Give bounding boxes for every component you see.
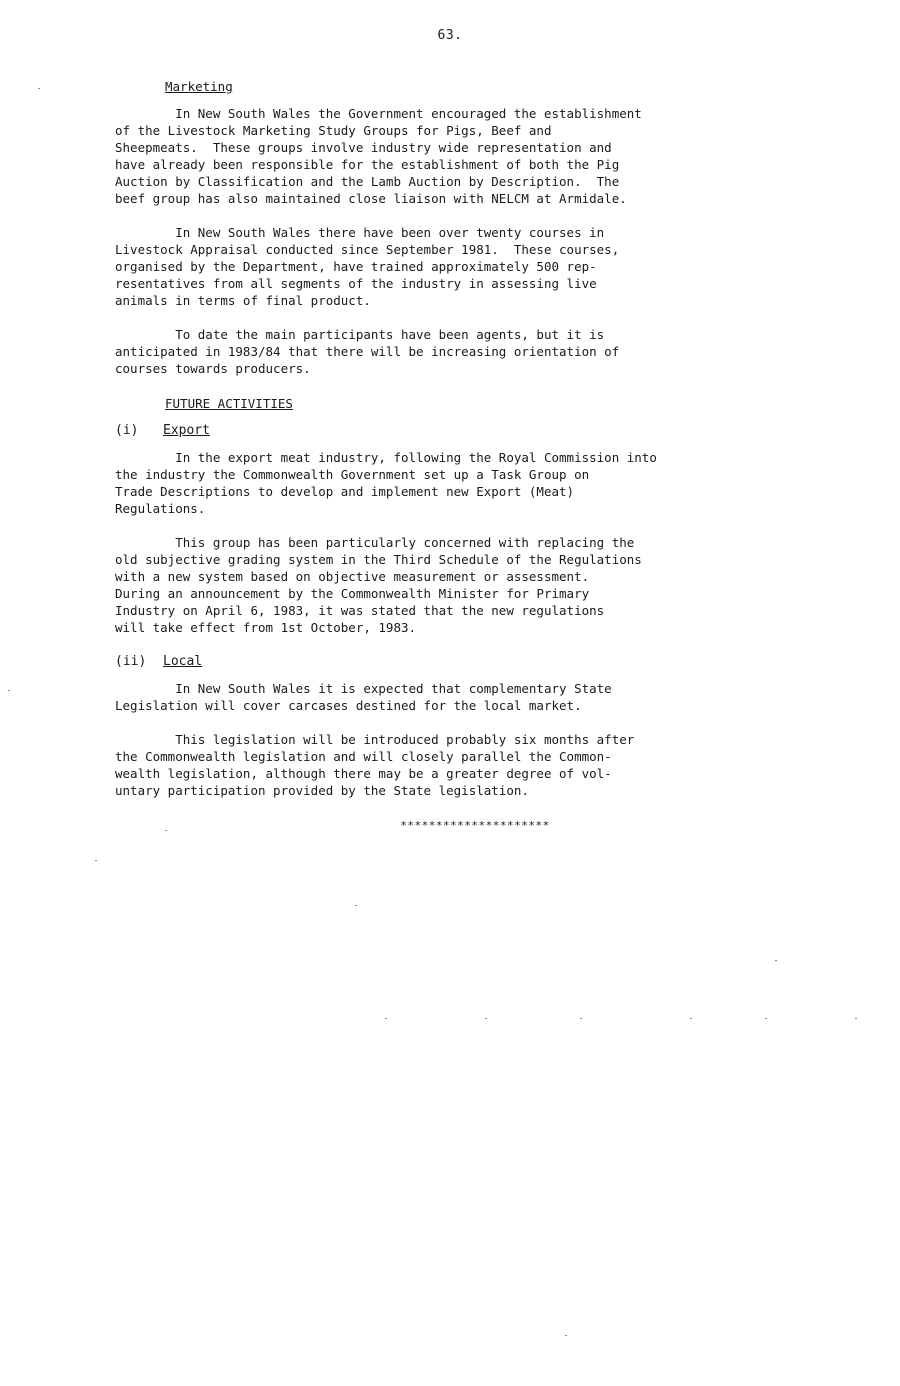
export-label: Export [163, 423, 210, 438]
end-marker: ********************* [400, 819, 550, 832]
scan-speck [775, 960, 777, 961]
scan-speck [95, 860, 97, 861]
export-numeral: (i) [115, 423, 139, 438]
local-paragraph-1: In New South Wales it is expected that complementary State Legislation will cover carcases destined for the local market. [115, 681, 612, 713]
scan-speck [690, 1018, 692, 1019]
scan-speck [485, 1018, 487, 1019]
marketing-paragraph-3: To date the main participants have been agents, but it is anticipated in 1983/84 that there will be increasing orientation of courses towards producers. [115, 327, 620, 376]
marketing-heading: Marketing [165, 79, 233, 94]
page-number: 63. [437, 28, 463, 43]
page-body [115, 78, 815, 832]
scan-speck [855, 1018, 857, 1019]
scan-speck [765, 1018, 767, 1019]
marketing-paragraph-1: In New South Wales the Government encouraged the establishment of the Livestock Marketing Study Groups for Pigs, Beef and Sheepmeats. These groups involve industry wide representation and have already been responsible for the establishment of both the Pig Auction by Classification and the Lamb Auction by Description. The beef group has also maintained close liaison with NELCM at Armidale. [115, 106, 642, 206]
scan-speck [355, 905, 357, 906]
local-subheading [115, 653, 815, 670]
local-label: Local [163, 654, 203, 669]
local-numeral: (ii) [115, 654, 147, 669]
scan-speck [580, 1018, 582, 1019]
export-paragraph-1: In the export meat industry, following the Royal Commission into the industry the Commonwealth Government set up a Task Group on Trade Descriptions to develop and implement new Export (Meat) Regulations. [115, 450, 657, 516]
future-activities-heading: FUTURE ACTIVITIES [165, 396, 293, 411]
scan-speck [565, 1335, 567, 1336]
scan-speck [385, 1018, 387, 1019]
export-paragraph-2: This group has been particularly concerned with replacing the old subjective grading system in the Third Schedule of the Regulations with a new system based on objective measurement or assessment. During an announcement by the Commonwealth Minister for Primary Industry on April 6, 1983, it was stated that the new regulations will take effect from 1st October, 1983. [115, 535, 642, 635]
scan-speck [165, 830, 167, 831]
scan-speck [38, 88, 40, 89]
export-subheading [115, 422, 815, 439]
marketing-paragraph-2: In New South Wales there have been over twenty courses in Livestock Appraisal conducted since September 1981. These courses, organised by the Department, have trained approximately 500 rep- resentatives from all segments of the industry in assessing live animals in terms of final product. [115, 225, 620, 308]
scan-speck [8, 690, 10, 691]
local-paragraph-2: This legislation will be introduced probably six months after the Commonwealth legislation and will closely parallel the Common- wealth legislation, although there may be a greater degree of vol- untary participation provided by the State legislation. [115, 732, 635, 798]
